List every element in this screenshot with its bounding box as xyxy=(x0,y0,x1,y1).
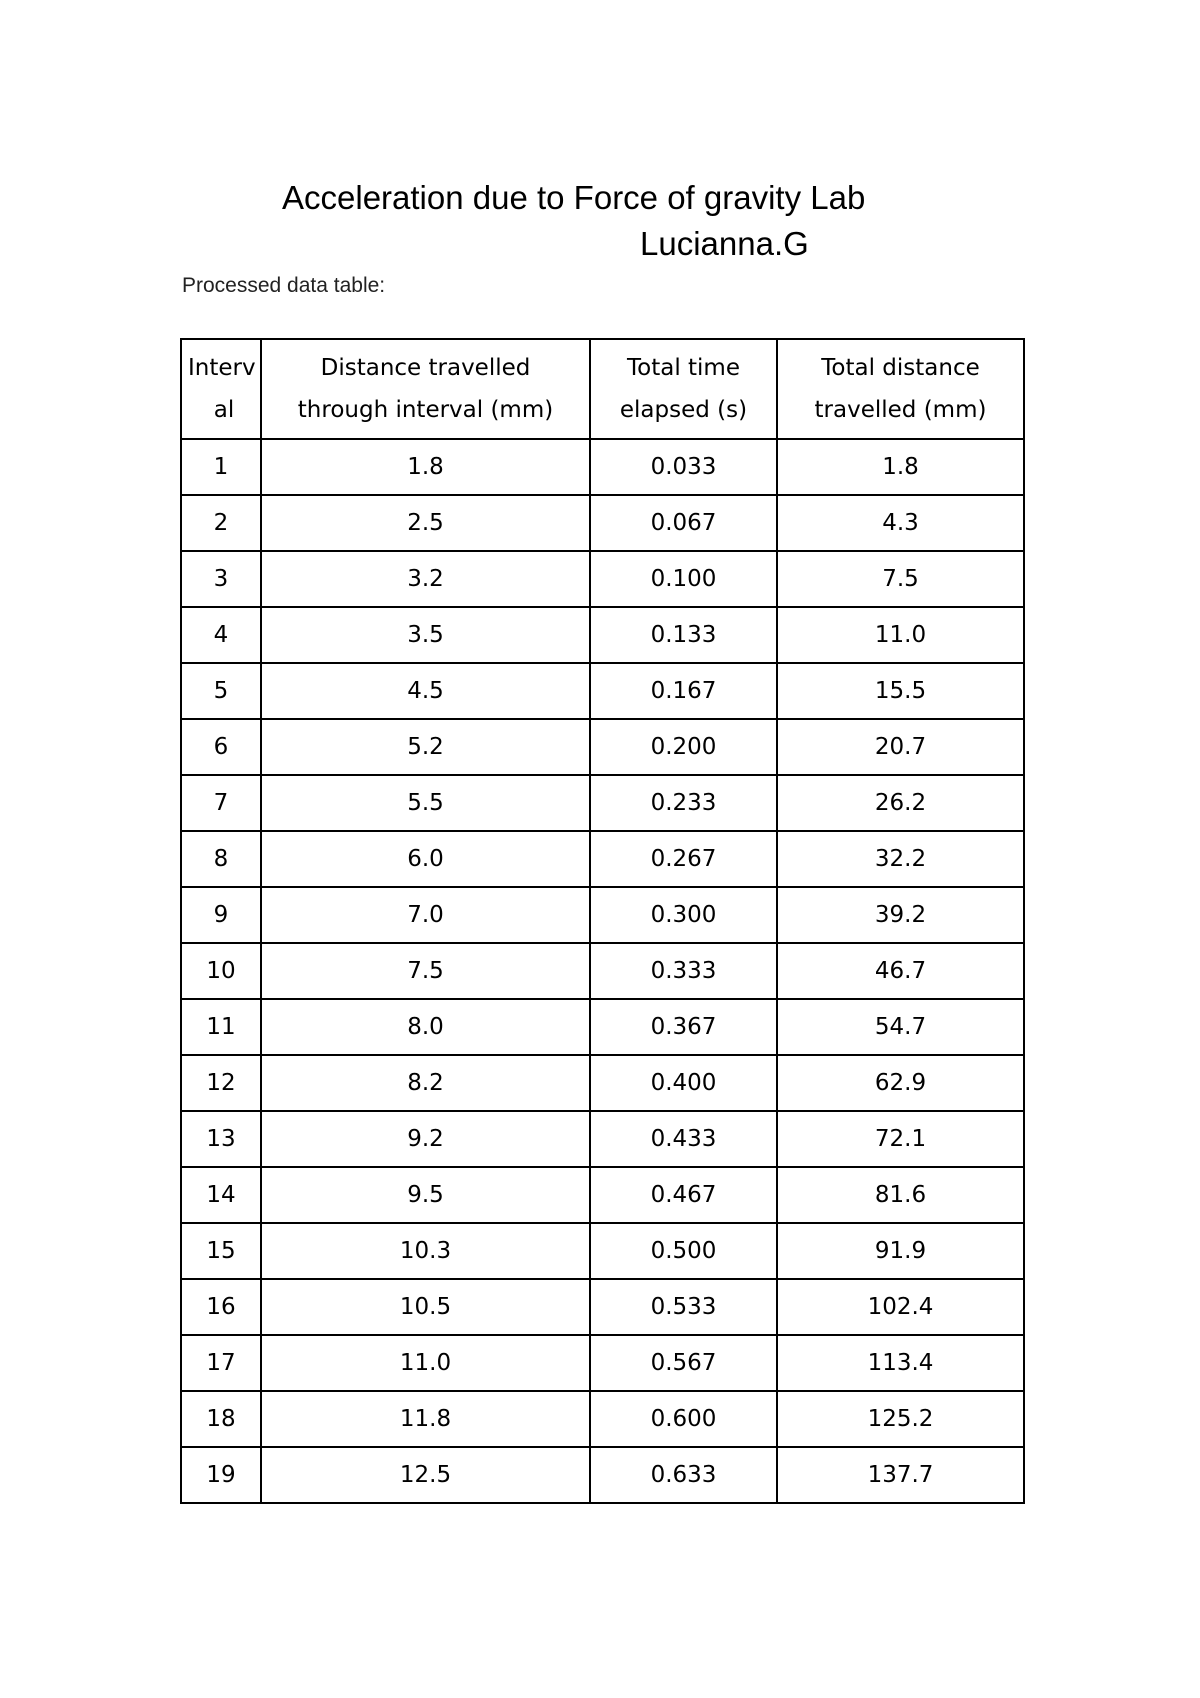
interval-distance-cell: 10.3 xyxy=(261,1223,590,1279)
table-row xyxy=(181,1055,1024,1111)
total-time-cell: 0.433 xyxy=(590,1111,777,1167)
interval-distance-cell: 9.5 xyxy=(261,1167,590,1223)
header-total-distance xyxy=(777,339,1024,439)
interval-distance-cell: 1.8 xyxy=(261,439,590,495)
header-total-distance-line-1: Total distance xyxy=(821,355,980,381)
total-distance-cell: 7.5 xyxy=(777,551,1024,607)
interval-distance-cell: 10.5 xyxy=(261,1279,590,1335)
header-interval-line-1: Interv xyxy=(188,355,256,381)
table-row xyxy=(181,775,1024,831)
interval-distance-cell: 7.5 xyxy=(261,943,590,999)
interval-distance-cell: 8.2 xyxy=(261,1055,590,1111)
interval-distance-cell: 2.5 xyxy=(261,495,590,551)
total-time-cell: 0.300 xyxy=(590,887,777,943)
table-row xyxy=(181,831,1024,887)
interval-distance-cell: 12.5 xyxy=(261,1447,590,1503)
header-distance-interval-line-2: through interval (mm) xyxy=(297,397,554,423)
interval-cell: 11 xyxy=(181,999,261,1055)
total-time-cell: 0.467 xyxy=(590,1167,777,1223)
interval-cell: 4 xyxy=(181,607,261,663)
header-total-time xyxy=(590,339,777,439)
interval-cell: 18 xyxy=(181,1391,261,1447)
total-distance-cell: 46.7 xyxy=(777,943,1024,999)
total-distance-cell: 54.7 xyxy=(777,999,1024,1055)
total-time-cell: 0.600 xyxy=(590,1391,777,1447)
interval-cell: 19 xyxy=(181,1447,261,1503)
table-row xyxy=(181,551,1024,607)
total-time-cell: 0.367 xyxy=(590,999,777,1055)
table-row xyxy=(181,887,1024,943)
total-time-cell: 0.167 xyxy=(590,663,777,719)
interval-distance-cell: 5.2 xyxy=(261,719,590,775)
total-distance-cell: 125.2 xyxy=(777,1391,1024,1447)
interval-distance-cell: 9.2 xyxy=(261,1111,590,1167)
table-caption: Processed data table: xyxy=(182,274,386,297)
table-row xyxy=(181,1279,1024,1335)
interval-cell: 5 xyxy=(181,663,261,719)
interval-cell: 9 xyxy=(181,887,261,943)
total-time-cell: 0.267 xyxy=(590,831,777,887)
header-interval xyxy=(181,339,261,439)
total-distance-cell: 11.0 xyxy=(777,607,1024,663)
interval-distance-cell: 8.0 xyxy=(261,999,590,1055)
total-time-cell: 0.100 xyxy=(590,551,777,607)
interval-cell: 3 xyxy=(181,551,261,607)
total-distance-cell: 113.4 xyxy=(777,1335,1024,1391)
header-interval-line-2: al xyxy=(213,397,235,423)
total-distance-cell: 102.4 xyxy=(777,1279,1024,1335)
interval-cell: 12 xyxy=(181,1055,261,1111)
total-distance-cell: 32.2 xyxy=(777,831,1024,887)
table-row xyxy=(181,1335,1024,1391)
total-time-cell: 0.567 xyxy=(590,1335,777,1391)
interval-distance-cell: 7.0 xyxy=(261,887,590,943)
table-row xyxy=(181,439,1024,495)
total-time-cell: 0.500 xyxy=(590,1223,777,1279)
table-row xyxy=(181,719,1024,775)
header-total-distance-line-2: travelled (mm) xyxy=(814,397,987,423)
interval-distance-cell: 4.5 xyxy=(261,663,590,719)
table-row xyxy=(181,1111,1024,1167)
processed-data-table xyxy=(180,338,1025,1504)
total-time-cell: 0.400 xyxy=(590,1055,777,1111)
interval-distance-cell: 3.2 xyxy=(261,551,590,607)
table-row xyxy=(181,663,1024,719)
interval-cell: 6 xyxy=(181,719,261,775)
header-total-time-line-2: elapsed (s) xyxy=(619,397,748,423)
interval-cell: 1 xyxy=(181,439,261,495)
interval-distance-cell: 3.5 xyxy=(261,607,590,663)
table-row xyxy=(181,607,1024,663)
table-row xyxy=(181,943,1024,999)
interval-distance-cell: 11.0 xyxy=(261,1335,590,1391)
total-time-cell: 0.067 xyxy=(590,495,777,551)
header-distance-interval-line-1: Distance travelled xyxy=(320,355,531,381)
table-body xyxy=(181,439,1024,1503)
header-total-time-line-1: Total time xyxy=(627,355,740,381)
interval-cell: 10 xyxy=(181,943,261,999)
table-row xyxy=(181,1167,1024,1223)
total-time-cell: 0.533 xyxy=(590,1279,777,1335)
total-time-cell: 0.033 xyxy=(590,439,777,495)
interval-cell: 15 xyxy=(181,1223,261,1279)
total-time-cell: 0.333 xyxy=(590,943,777,999)
interval-cell: 16 xyxy=(181,1279,261,1335)
total-distance-cell: 39.2 xyxy=(777,887,1024,943)
header-distance-interval xyxy=(261,339,590,439)
table-row xyxy=(181,1223,1024,1279)
interval-cell: 14 xyxy=(181,1167,261,1223)
total-time-cell: 0.200 xyxy=(590,719,777,775)
total-distance-cell: 81.6 xyxy=(777,1167,1024,1223)
total-distance-cell: 4.3 xyxy=(777,495,1024,551)
total-time-cell: 0.133 xyxy=(590,607,777,663)
interval-distance-cell: 6.0 xyxy=(261,831,590,887)
total-distance-cell: 62.9 xyxy=(777,1055,1024,1111)
interval-cell: 13 xyxy=(181,1111,261,1167)
total-distance-cell: 26.2 xyxy=(777,775,1024,831)
author-name: Lucianna.G xyxy=(640,225,809,262)
total-distance-cell: 91.9 xyxy=(777,1223,1024,1279)
interval-cell: 17 xyxy=(181,1335,261,1391)
table-row xyxy=(181,999,1024,1055)
total-time-cell: 0.233 xyxy=(590,775,777,831)
total-distance-cell: 1.8 xyxy=(777,439,1024,495)
table-row xyxy=(181,495,1024,551)
table-row xyxy=(181,1447,1024,1503)
total-time-cell: 0.633 xyxy=(590,1447,777,1503)
table-row xyxy=(181,1391,1024,1447)
total-distance-cell: 137.7 xyxy=(777,1447,1024,1503)
interval-cell: 2 xyxy=(181,495,261,551)
interval-cell: 8 xyxy=(181,831,261,887)
total-distance-cell: 20.7 xyxy=(777,719,1024,775)
interval-cell: 7 xyxy=(181,775,261,831)
table-header-row xyxy=(181,339,1024,439)
interval-distance-cell: 5.5 xyxy=(261,775,590,831)
interval-distance-cell: 11.8 xyxy=(261,1391,590,1447)
total-distance-cell: 72.1 xyxy=(777,1111,1024,1167)
total-distance-cell: 15.5 xyxy=(777,663,1024,719)
document-title: Acceleration due to Force of gravity Lab xyxy=(282,179,866,216)
